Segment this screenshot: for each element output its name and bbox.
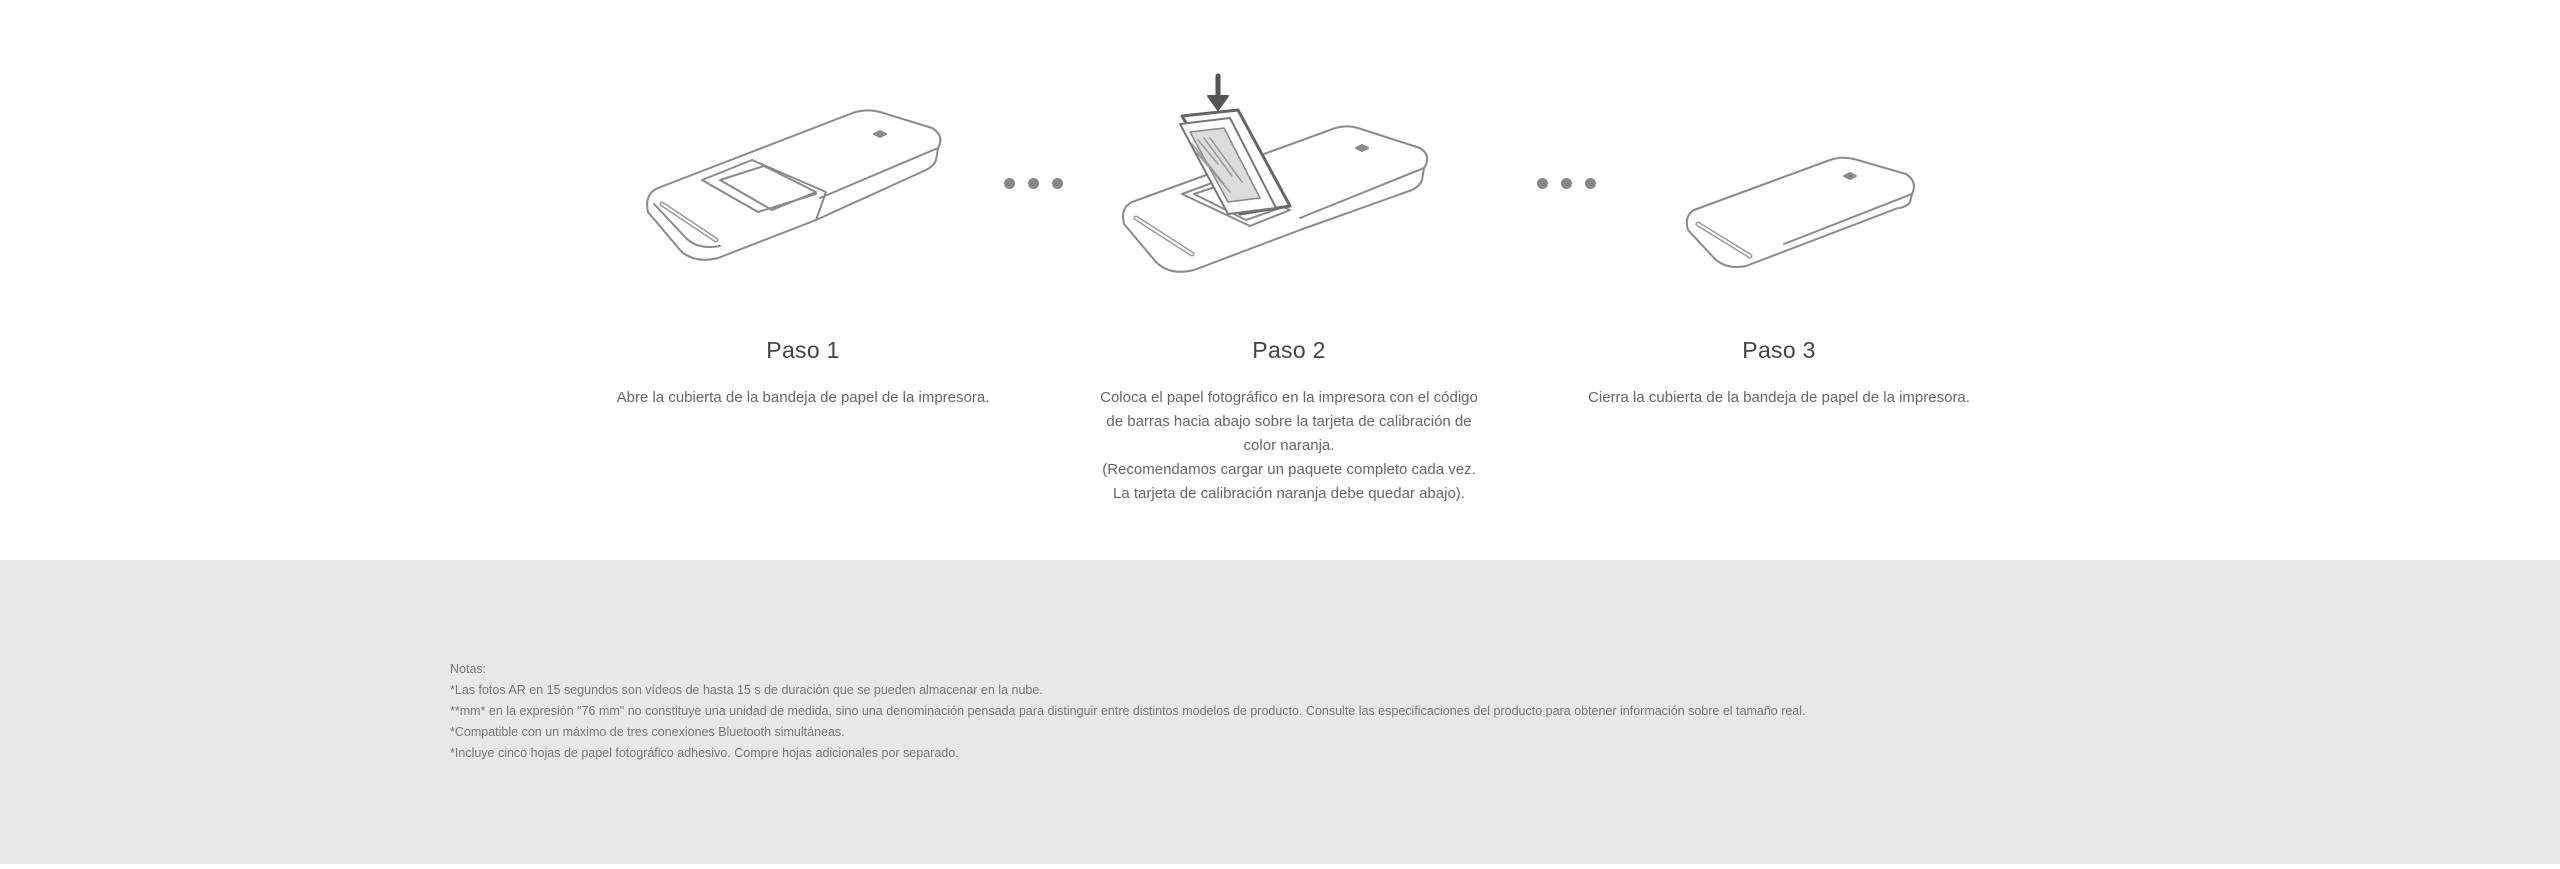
step-2-description [1039, 386, 1539, 506]
separator-dot [1004, 178, 1015, 189]
note-item: *Incluye cinco hojas de papel fotográfico adhesivo. Compre hojas adicionales por separado. [450, 746, 959, 760]
note-item: *Compatible con un máximo de tres conexiones Bluetooth simultáneas. [450, 725, 845, 739]
notes-heading: Notas: [450, 662, 487, 676]
step-1-description [553, 386, 1053, 410]
note-item: **mm* en la expresión "76 mm" no constituye una unidad de medida, sino una denominación pensada para distinguir entre distintos modelos de producto. Consulte las especificaciones del producto para obtener información sobre el tamaño real. [450, 704, 1806, 718]
step-separator-dots [1004, 178, 1063, 189]
separator-dot [1028, 178, 1039, 189]
step-2-description-line: La tarjeta de calibración naranja debe quedar abajo). [1113, 485, 1465, 502]
step-1-description-line: Abre la cubierta de la bandeja de papel de la impresora. [616, 389, 990, 406]
notes-list [450, 659, 1806, 764]
step-separator-dots [1537, 178, 1596, 189]
notes-section [0, 560, 2560, 864]
separator-dot [1537, 178, 1548, 189]
step-3-description [1529, 386, 2029, 410]
step-2-description-line: Coloca el papel fotográfico en la impresora con el código [1100, 389, 1478, 406]
printer-open-illustration [640, 108, 950, 273]
separator-dot [1585, 178, 1596, 189]
step-2-description-line: (Recomendamos cargar un paquete completo cada vez. [1102, 461, 1476, 478]
bottom-strip [0, 864, 2560, 869]
note-item: *Las fotos AR en 15 segundos son vídeos de hasta 15 s de duración que se pueden almacenar en la nube. [450, 683, 1043, 697]
printer-insert-paper-illustration [1120, 72, 1430, 282]
step-2-description-line: de barras hacia abajo sobre la tarjeta de calibración de [1106, 413, 1472, 430]
step-2-title: Paso 2 [1252, 337, 1326, 363]
separator-dot [1052, 178, 1063, 189]
printer-closed-illustration [1684, 154, 1920, 282]
step-3-description-line: Cierra la cubierta de la bandeja de papel de la impresora. [1588, 389, 1970, 406]
step-1-title: Paso 1 [766, 337, 840, 363]
step-2-description-line: color naranja. [1243, 437, 1335, 454]
step-3-title: Paso 3 [1742, 337, 1816, 363]
separator-dot [1561, 178, 1572, 189]
